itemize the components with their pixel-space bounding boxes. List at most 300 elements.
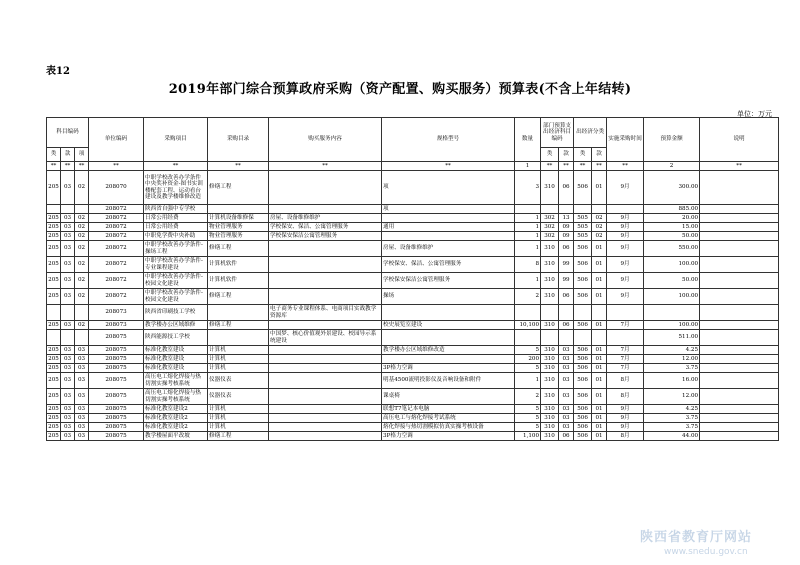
cell-amount: 20.00 <box>644 214 700 223</box>
cell-dept-lei: 302 <box>541 232 559 241</box>
cell-service <box>269 423 382 432</box>
cell-dept-lei: 302 <box>541 223 559 232</box>
cell-xiang: 03 <box>75 423 89 432</box>
cell-catalog: 计算机设备维修保 <box>208 214 269 223</box>
cell-econ-lei: 506 <box>574 423 592 432</box>
cell-time: 9月 <box>607 241 644 257</box>
cell-spec: 高压电工与熔化焊接考试系统 <box>382 414 515 423</box>
cell-service <box>269 257 382 273</box>
cell-project: 标准化教室建设 <box>144 355 208 364</box>
cell-spec: 校史展览室建设 <box>382 321 515 330</box>
marker-cell: ** <box>574 162 592 171</box>
table-row <box>47 273 779 289</box>
cell-lei: 205 <box>48 214 59 221</box>
budget-table <box>46 117 779 441</box>
cell-qty: 1,100 <box>515 432 541 441</box>
cell-service: 学校保安、保洁、公寓管理服务 <box>269 223 382 232</box>
cell-dept-kuan: 99 <box>559 273 574 289</box>
cell-econ-lei: 506 <box>574 432 592 441</box>
cell-econ-kuan: 01 <box>592 321 607 330</box>
cell-qty: 1 <box>515 232 541 241</box>
cell-qty: 5 <box>515 423 541 432</box>
cell-dept-lei: 302 <box>541 214 559 223</box>
cell-xiang: 02 <box>75 232 89 241</box>
cell-dept-code: 208075 <box>89 373 144 389</box>
cell-time: 9月 <box>607 171 644 205</box>
cell-note <box>700 330 779 346</box>
cell-kuan: 03 <box>61 414 75 423</box>
cell-lei: 205 <box>47 241 61 257</box>
cell-econ-kuan: 01 <box>592 423 607 432</box>
cell-lei: 205 <box>47 389 61 405</box>
cell-lei: 205 <box>48 223 59 230</box>
cell-dept-lei: 310 <box>541 257 559 273</box>
cell-econ-kuan <box>592 305 607 321</box>
cell-spec: 项 <box>382 205 515 214</box>
cell-econ-lei <box>574 205 592 214</box>
cell-time: 7月 <box>607 346 644 355</box>
marker-cell: ** <box>47 162 61 171</box>
cell-kuan: 03 <box>61 432 75 441</box>
header-catalog: 采购目录 <box>208 118 269 162</box>
cell-xiang: 02 <box>75 171 89 205</box>
cell-xiang <box>75 330 89 346</box>
cell-note <box>700 364 779 373</box>
cell-service <box>269 414 382 423</box>
cell-dept-lei: 310 <box>541 423 559 432</box>
cell-dept-code: 208072 <box>89 273 144 289</box>
cell-catalog <box>208 330 269 346</box>
cell-dept-kuan: 06 <box>559 321 574 330</box>
cell-amount: 16.00 <box>644 373 700 389</box>
cell-dept-code: 208072 <box>89 232 144 241</box>
table-row <box>47 330 779 346</box>
cell-qty <box>515 305 541 321</box>
cell-amount: 885.00 <box>644 205 700 214</box>
cell-lei: 205 <box>48 432 59 439</box>
cell-time: 8月 <box>607 432 644 441</box>
cell-spec <box>382 232 515 241</box>
table-row <box>47 214 779 223</box>
cell-kuan <box>61 305 75 321</box>
cell-xiang: 03 <box>75 373 89 389</box>
cell-dept-kuan: 09 <box>559 223 574 232</box>
cell-service <box>269 289 382 305</box>
cell-econ-lei: 506 <box>574 364 592 373</box>
cell-catalog: 修缮工程 <box>208 289 269 305</box>
cell-dept-lei: 310 <box>541 405 559 414</box>
cell-time: 9月 <box>607 405 644 414</box>
cell-kuan: 03 <box>61 257 75 273</box>
marker-cell: ** <box>559 162 574 171</box>
cell-econ-kuan: 02 <box>592 232 607 241</box>
cell-dept-lei: 310 <box>541 373 559 389</box>
cell-amount: 3.75 <box>644 364 700 373</box>
cell-time <box>607 330 644 346</box>
marker-cell: ** <box>607 162 644 171</box>
marker-cell: ** <box>269 162 382 171</box>
cell-spec: 通用 <box>382 223 515 232</box>
cell-kuan: 03 <box>61 355 75 364</box>
cell-kuan: 03 <box>61 273 75 289</box>
cell-service: 学校保安保洁公寓管理服务 <box>269 232 382 241</box>
cell-econ-kuan: 01 <box>592 432 607 441</box>
cell-dept-lei: 310 <box>541 414 559 423</box>
cell-econ-lei: 506 <box>574 273 592 289</box>
cell-econ-lei: 506 <box>574 289 592 305</box>
cell-econ-lei: 506 <box>574 171 592 205</box>
cell-xiang: 02 <box>75 321 89 330</box>
cell-dept-kuan: 03 <box>559 364 574 373</box>
cell-qty: 5 <box>515 364 541 373</box>
cell-lei: 205 <box>48 346 59 353</box>
cell-dept-code: 208072 <box>89 289 144 305</box>
cell-dept-lei: 310 <box>541 289 559 305</box>
header-row <box>47 118 779 148</box>
cell-dept-kuan: 99 <box>559 257 574 273</box>
cell-spec: 教学楼办公区域维修改造 <box>382 346 515 355</box>
cell-amount: 300.00 <box>644 171 700 205</box>
cell-dept-lei: 310 <box>541 364 559 373</box>
cell-service: 电子商务专业课程体系、电商项目实战教学资源库 <box>269 305 382 321</box>
cell-kuan: 03 <box>61 289 75 305</box>
cell-econ-kuan: 01 <box>592 355 607 364</box>
cell-amount: 511.00 <box>644 330 700 346</box>
unit-label: 单位：万元 <box>737 110 772 118</box>
page-title: 2019年部门综合预算政府采购（资产配置、购买服务）预算表(不含上年结转) <box>168 82 632 97</box>
cell-project: 陕西能源技工学校 <box>144 330 208 346</box>
header-spec: 规格型号 <box>382 118 515 162</box>
cell-catalog: 仪器仪表 <box>208 389 269 405</box>
cell-qty: 10,100 <box>515 321 541 330</box>
cell-amount: 550.00 <box>644 241 700 257</box>
cell-dept-kuan: 13 <box>559 214 574 223</box>
cell-project: 陕西省自强中专学校 <box>144 205 208 214</box>
cell-time: 8月 <box>607 373 644 389</box>
cell-project: 中职免学费中央补助 <box>144 232 208 241</box>
cell-qty <box>515 205 541 214</box>
cell-project: 陕西省印刷技工学校 <box>144 305 208 321</box>
cell-note <box>700 321 779 330</box>
cell-dept-kuan: 03 <box>559 355 574 364</box>
cell-catalog: 物业管理服务 <box>208 232 269 241</box>
marker-cell: ** <box>208 162 269 171</box>
table-row <box>47 405 779 414</box>
cell-econ-kuan <box>592 330 607 346</box>
cell-dept-kuan: 06 <box>559 289 574 305</box>
cell-qty: 3 <box>515 171 541 205</box>
cell-service <box>269 171 382 205</box>
cell-catalog: 计算机 <box>208 355 269 364</box>
cell-kuan: 03 <box>61 171 75 205</box>
cell-amount: 100.00 <box>644 321 700 330</box>
cell-xiang: 03 <box>75 432 89 441</box>
cell-kuan: 03 <box>61 321 75 330</box>
cell-econ-lei: 505 <box>574 232 592 241</box>
cell-econ-lei <box>574 330 592 346</box>
cell-econ-lei: 506 <box>574 405 592 414</box>
cell-qty <box>515 330 541 346</box>
marker-cell: ** <box>144 162 208 171</box>
cell-dept-code: 208072 <box>89 214 144 223</box>
cell-econ-lei: 506 <box>574 389 592 405</box>
cell-catalog <box>208 205 269 214</box>
table-number: 表12 <box>46 66 70 77</box>
cell-econ-kuan: 01 <box>592 171 607 205</box>
header-econ-lei: 类 <box>574 148 592 162</box>
cell-time: 9月 <box>607 273 644 289</box>
cell-dept-lei: 310 <box>541 355 559 364</box>
header-dept-lei: 类 <box>541 148 559 162</box>
cell-econ-kuan: 01 <box>592 241 607 257</box>
cell-lei <box>47 205 61 214</box>
cell-kuan: 03 <box>61 405 75 414</box>
cell-dept-code: 208075 <box>89 414 144 423</box>
cell-time: 9月 <box>607 223 644 232</box>
cell-dept-lei: 310 <box>541 241 559 257</box>
cell-time: 9月 <box>607 257 644 273</box>
cell-xiang: 02 <box>75 273 89 289</box>
cell-spec: 项 <box>382 171 515 205</box>
cell-kuan <box>61 205 75 214</box>
cell-lei: 205 <box>48 423 59 430</box>
cell-econ-lei: 506 <box>574 241 592 257</box>
cell-econ-lei: 506 <box>574 321 592 330</box>
cell-catalog: 计算机 <box>208 423 269 432</box>
cell-xiang: 02 <box>75 257 89 273</box>
cell-amount: 44.00 <box>644 432 700 441</box>
header-service: 购买服务内容 <box>269 118 382 162</box>
table-row <box>47 423 779 432</box>
cell-dept-lei: 310 <box>541 273 559 289</box>
cell-service <box>269 355 382 364</box>
cell-spec: 房屋、设备维修维护 <box>382 241 515 257</box>
table-row <box>47 241 779 257</box>
cell-time: 7月 <box>607 355 644 364</box>
cell-amount: 100.00 <box>644 257 700 273</box>
cell-catalog <box>208 305 269 321</box>
cell-note <box>700 432 779 441</box>
cell-time: 8月 <box>607 389 644 405</box>
table-row <box>47 389 779 405</box>
cell-service: 中国梦、核心价值观外景建设、校园导示系统建设 <box>269 330 382 346</box>
cell-spec <box>382 305 515 321</box>
cell-lei: 205 <box>48 355 59 362</box>
cell-project: 标准化教室建设2 <box>144 423 208 432</box>
cell-kuan: 03 <box>61 373 75 389</box>
cell-catalog: 计算机 <box>208 364 269 373</box>
watermark: 陕西省教育厅网站 <box>640 530 753 545</box>
cell-lei <box>47 330 61 346</box>
cell-service <box>269 405 382 414</box>
cell-note <box>700 346 779 355</box>
marker-cell: 1 <box>515 162 541 171</box>
cell-catalog: 修缮工程 <box>208 321 269 330</box>
cell-note <box>700 232 779 241</box>
cell-note <box>700 214 779 223</box>
cell-econ-lei: 506 <box>574 346 592 355</box>
cell-dept-code: 208072 <box>89 257 144 273</box>
cell-dept-code: 208075 <box>89 364 144 373</box>
header-econ-kuan: 款 <box>592 148 607 162</box>
cell-econ-kuan: 02 <box>592 214 607 223</box>
cell-amount: 15.00 <box>644 223 700 232</box>
cell-service <box>269 364 382 373</box>
cell-dept-code: 208075 <box>89 346 144 355</box>
cell-amount <box>644 305 700 321</box>
table-row <box>47 205 779 214</box>
cell-note <box>700 205 779 214</box>
cell-kuan: 03 <box>61 423 75 432</box>
cell-xiang: 03 <box>75 346 89 355</box>
cell-qty: 2 <box>515 389 541 405</box>
cell-note <box>700 389 779 405</box>
header-econ-code: 出经济分类 <box>574 118 607 148</box>
cell-lei: 205 <box>47 171 61 205</box>
cell-time: 7月 <box>607 321 644 330</box>
cell-catalog: 计算机 <box>208 414 269 423</box>
watermark-url: www.snedu.gov.cn <box>664 547 748 557</box>
cell-kuan: 03 <box>61 223 75 232</box>
cell-kuan: 03 <box>61 241 75 257</box>
cell-service <box>269 205 382 214</box>
cell-dept-lei: 310 <box>541 389 559 405</box>
cell-time: 9月 <box>607 289 644 305</box>
header-dept-kuan: 款 <box>559 148 574 162</box>
cell-dept-code: 208070 <box>89 171 144 205</box>
cell-project: 高压电工熔化焊接与热切割实操考核系统 <box>144 389 208 405</box>
cell-xiang: 03 <box>75 389 89 405</box>
cell-kuan <box>61 330 75 346</box>
cell-econ-lei: 506 <box>574 355 592 364</box>
cell-kuan: 03 <box>61 364 75 373</box>
cell-econ-lei: 506 <box>574 414 592 423</box>
cell-econ-lei: 506 <box>574 373 592 389</box>
cell-econ-kuan: 01 <box>592 405 607 414</box>
cell-project: 教学楼屋面平改坡 <box>144 432 208 441</box>
cell-qty: 1 <box>515 223 541 232</box>
table-row <box>47 414 779 423</box>
cell-xiang: 02 <box>75 223 89 232</box>
cell-project: 中职学校改善办学条件中央奖补资金-图书实训楼配套工程、运动看台建设及教学楼维修改造 <box>144 171 208 205</box>
cell-project: 教学楼办公区域维修 <box>144 321 208 330</box>
cell-spec <box>382 214 515 223</box>
cell-dept-kuan <box>559 330 574 346</box>
cell-project: 标准化教室建设2 <box>144 405 208 414</box>
cell-dept-lei: 310 <box>541 171 559 205</box>
cell-dept-lei: 310 <box>541 321 559 330</box>
marker-cell: ** <box>541 162 559 171</box>
header-qty: 数量 <box>515 118 541 162</box>
cell-amount: 50.00 <box>644 273 700 289</box>
cell-qty: 1 <box>515 214 541 223</box>
header-lei: 类 <box>47 148 61 162</box>
cell-qty: 1 <box>515 273 541 289</box>
marker-cell: ** <box>382 162 515 171</box>
cell-qty: 200 <box>515 355 541 364</box>
cell-lei <box>47 305 61 321</box>
cell-spec: 明基4500流明投影仪及音响设备和附件 <box>382 373 515 389</box>
cell-time <box>607 305 644 321</box>
cell-dept-code: 208072 <box>89 205 144 214</box>
cell-dept-code: 208073 <box>89 321 144 330</box>
cell-time <box>607 205 644 214</box>
table-row <box>47 171 779 205</box>
cell-xiang: 02 <box>75 289 89 305</box>
cell-note <box>700 273 779 289</box>
cell-dept-code: 208072 <box>89 241 144 257</box>
cell-spec: 熔化焊接与热切割模拟仿真实操考核设备 <box>382 423 515 432</box>
cell-lei: 205 <box>47 273 61 289</box>
cell-dept-kuan: 03 <box>559 373 574 389</box>
cell-lei: 205 <box>48 321 59 328</box>
cell-lei: 205 <box>47 373 61 389</box>
marker-cell: 2 <box>644 162 700 171</box>
marker-row <box>47 162 779 171</box>
cell-dept-lei <box>541 205 559 214</box>
cell-dept-lei <box>541 330 559 346</box>
cell-dept-kuan <box>559 205 574 214</box>
cell-xiang: 03 <box>75 405 89 414</box>
cell-spec: 操场 <box>382 289 515 305</box>
cell-econ-kuan: 01 <box>592 364 607 373</box>
cell-econ-lei: 506 <box>574 257 592 273</box>
cell-time: 9月 <box>607 414 644 423</box>
cell-dept-code: 208075 <box>89 432 144 441</box>
cell-econ-kuan: 01 <box>592 414 607 423</box>
cell-econ-lei <box>574 305 592 321</box>
cell-econ-kuan: 01 <box>592 346 607 355</box>
cell-econ-lei: 505 <box>574 223 592 232</box>
cell-qty: 5 <box>515 405 541 414</box>
table-row <box>47 232 779 241</box>
table-row <box>47 432 779 441</box>
header-dept-code: 单位编码 <box>89 118 144 162</box>
cell-note <box>700 171 779 205</box>
cell-dept-kuan <box>559 305 574 321</box>
cell-spec: 3P格力空调 <box>382 432 515 441</box>
cell-xiang: 03 <box>75 414 89 423</box>
cell-dept-lei <box>541 305 559 321</box>
cell-kuan: 03 <box>61 232 75 241</box>
cell-catalog: 修缮工程 <box>208 241 269 257</box>
header-time: 实施采购时间 <box>607 118 644 162</box>
cell-service: 房屋、设备维修维护 <box>269 214 382 223</box>
header-amount: 预算金额 <box>644 118 700 162</box>
cell-service <box>269 432 382 441</box>
cell-service <box>269 389 382 405</box>
cell-service <box>269 273 382 289</box>
cell-project: 中职学校改善办学条件-校园文化建设 <box>144 273 208 289</box>
cell-dept-kuan: 03 <box>559 414 574 423</box>
cell-spec: 学校保安、保洁、公寓管理服务 <box>382 257 515 273</box>
cell-spec <box>382 330 515 346</box>
cell-qty: 8 <box>515 257 541 273</box>
cell-project: 标准化教室建设 <box>144 346 208 355</box>
cell-catalog: 物业管理服务 <box>208 223 269 232</box>
cell-catalog: 计算机 <box>208 405 269 414</box>
cell-service <box>269 346 382 355</box>
cell-lei: 205 <box>48 405 59 412</box>
cell-econ-kuan: 01 <box>592 389 607 405</box>
cell-dept-lei: 310 <box>541 432 559 441</box>
cell-note <box>700 414 779 423</box>
cell-note <box>700 405 779 414</box>
cell-dept-kuan: 03 <box>559 405 574 414</box>
cell-dept-kuan: 03 <box>559 423 574 432</box>
cell-dept-kuan: 03 <box>559 346 574 355</box>
cell-kuan: 03 <box>61 389 75 405</box>
